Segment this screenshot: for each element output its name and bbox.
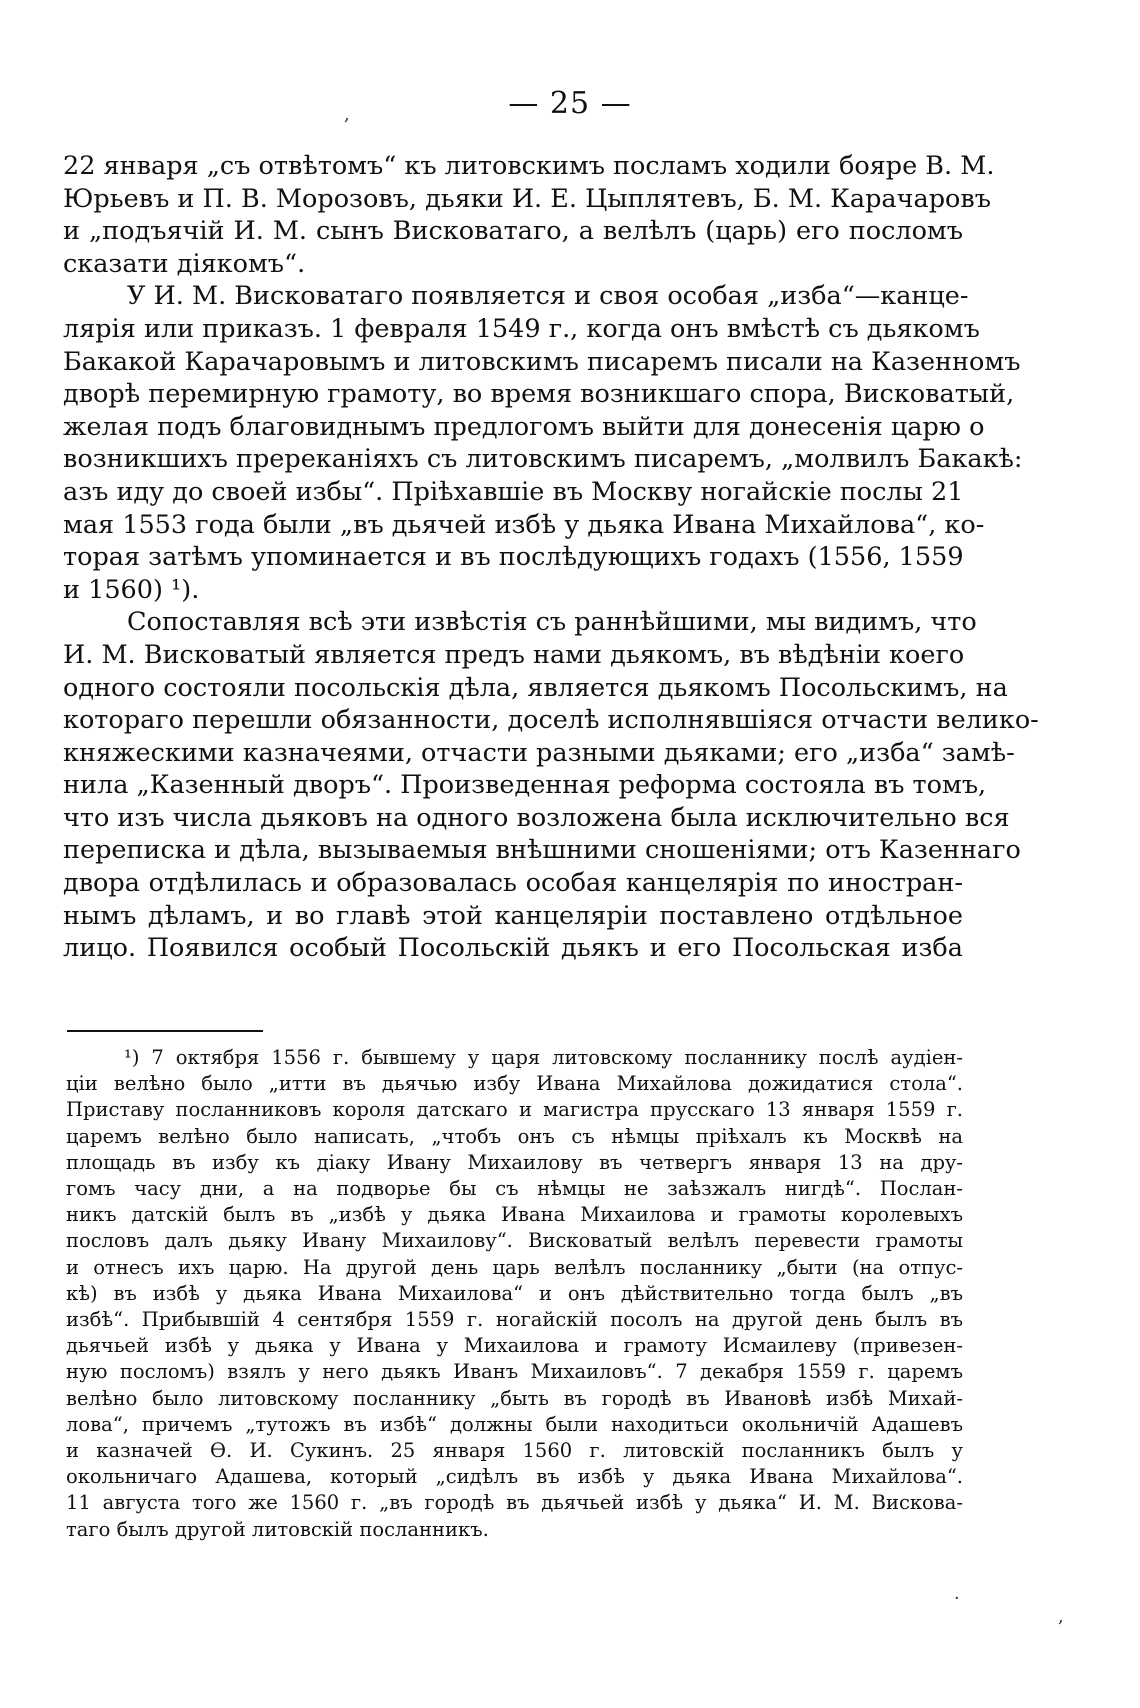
text-line: 22 января „съ отвѣтомъ“ къ литовскимъ посламъ ходили бояре В. М. [63,151,995,181]
text-line: одного состояли посольскія дѣла, является дьякомъ Посольскимъ, на [63,672,1008,703]
text-line: княжескими казначеями, отчасти разными дьяками; его „изба“ замѣ- [63,737,1015,768]
stray-mark: , [344,104,350,125]
footnote-line: царемъ велѣно было написать, „чтобъ онъ съ нѣмцы пріѣхалъ къ Москвѣ на [66,1124,963,1148]
footnote-line: кѣ) въ избѣ у дьяка Ивана Михаилова“ и онъ дѣйствительно тогда былъ „въ [66,1281,963,1305]
stray-mark: · [954,1588,960,1609]
text-line: переписка и дѣла, вызываемыя внѣшними сношеніями; отъ Казеннаго [63,835,1021,866]
footnote-line: 11 августа того же 1560 г. „въ городѣ въ дьячьей избѣ у дьяка“ И. М. Вискова- [66,1491,963,1515]
text-line: торая затѣмъ упоминается и въ послѣдующихъ годахъ (1556, 1559 [63,542,964,573]
text-line: азъ иду до своей избы“. Пріѣхавшіе въ Москву ногайскіе послы 21 [63,476,964,507]
footnote-line: гомъ часу дни, а на подворье бы съ нѣмцы не заѣзжалъ нигдѣ“. Послан- [66,1177,963,1201]
text-line: дворѣ перемирную грамоту, во время возникшаго спора, Висковатый, [63,379,1015,410]
text-line: и 1560) ¹). [63,574,200,605]
footnote-line: площадь въ избу къ діаку Ивану Михаилову въ четвергъ января 13 на дру- [66,1150,963,1174]
stray-mark: , [1058,1606,1064,1627]
text-line: лицо. Появился особый Посольскій дьякъ и его Посольская изба [63,933,963,964]
footnote-line: велѣно было литовскому посланнику „быть въ городѣ въ Ивановѣ избѣ Михай- [66,1386,963,1410]
footnote-line: лова“, причемъ „тутожъ въ избѣ“ должны были находитьси окольничій Адашевъ [66,1412,963,1436]
footnote-line: никъ датскій былъ въ „избѣ у дьяка Ивана Михаилова и грамоты королевыхъ [66,1203,963,1227]
footnote-divider [67,1030,263,1032]
text-line: И. М. Висковатый является предъ нами дьякомъ, въ вѣдѣніи коего [63,639,965,670]
text-line: и „подъячій И. М. сынъ Висковатаго, а велѣлъ (царь) его посломъ [63,216,963,247]
text-line: У И. М. Висковатаго появляется и своя особая „изба“—канце- [127,281,969,312]
text-line: сказати діякомъ“. [63,248,306,279]
text-line: Бакакой Карачаровымъ и литовскимъ писаремъ писали на Казенномъ [63,346,1021,377]
text-line: Юрьевъ и П. В. Морозовъ, дьяки И. Е. Цыплятевъ, Б. М. Карачаровъ [63,183,991,214]
footnote-line: и казначей Ѳ. И. Сукинъ. 25 января 1560 г. литовскій посланникъ былъ у [66,1439,963,1463]
footnote-line: ¹) 7 октября 1556 г. бывшему у царя литовскому посланнику послѣ аудіен- [124,1046,963,1069]
footnote-line: и отнесъ ихъ царю. На другой день царь велѣлъ посланнику „быти (на отпус- [66,1255,963,1279]
footnote-line: ціи велѣно было „итти въ дьячью избу Ивана Михайлова дожидатися стола“. [66,1072,963,1096]
text-line: мая 1553 года были „въ дьячей избѣ у дьяка Ивана Михайлова“, ко- [63,509,985,540]
text-line: Сопоставляя всѣ эти извѣстія съ раннѣйшими, мы видимъ, что [127,607,977,638]
footnote-line: пословъ далъ дьяку Ивану Михаилову“. Висковатый велѣлъ перевести грамоты [66,1229,963,1253]
page-number: — 25 — [508,86,632,121]
main-text [63,150,1039,965]
text-line: котораго перешли обязанности, доселѣ исполнявшіяся отчасти велико- [63,705,1039,736]
footnote-line: окольничаго Адашева, который „сидѣлъ въ избѣ у дьяка Ивана Михайлова“. [66,1465,963,1489]
text-line: лярія или приказъ. 1 февраля 1549 г., когда онъ вмѣстѣ съ дьякомъ [63,313,980,344]
footnote-line: Приставу посланниковъ короля датскаго и магистра прусскаго 13 января 1559 г. [66,1098,963,1122]
footnote [66,1045,963,1543]
footnote-line: избѣ“. Прибывшій 4 сентября 1559 г. ногайскій посолъ на другой день былъ въ [66,1308,963,1332]
footnote-line: таго былъ другой литовскій посланникъ. [66,1517,489,1541]
footnote-line: ную посломъ) взялъ у него дьякъ Иванъ Михаиловъ“. 7 декабря 1559 г. царемъ [66,1360,963,1384]
text-line: что изъ числа дьяковъ на одного возложена была исключительно вся [63,802,1010,833]
text-line: желая подъ благовиднымъ предлогомъ выйти для донесенія царю о [63,411,985,442]
text-line: нымъ дѣламъ, и во главѣ этой канцеляріи поставлено отдѣльное [63,900,963,931]
footnote-line: дьячьей избѣ у дьяка у Ивана у Михаилова и грамоту Исмаилеву (привезен- [66,1334,963,1358]
text-line: нила „Казенный дворъ“. Произведенная реформа состояла въ томъ, [63,770,987,801]
text-line: двора отдѣлилась и образовалась особая канцелярія по иностран- [63,868,963,899]
text-line: возникшихъ пререканіяхъ съ литовскимъ писаремъ, „молвилъ Бакакѣ: [63,444,1023,475]
